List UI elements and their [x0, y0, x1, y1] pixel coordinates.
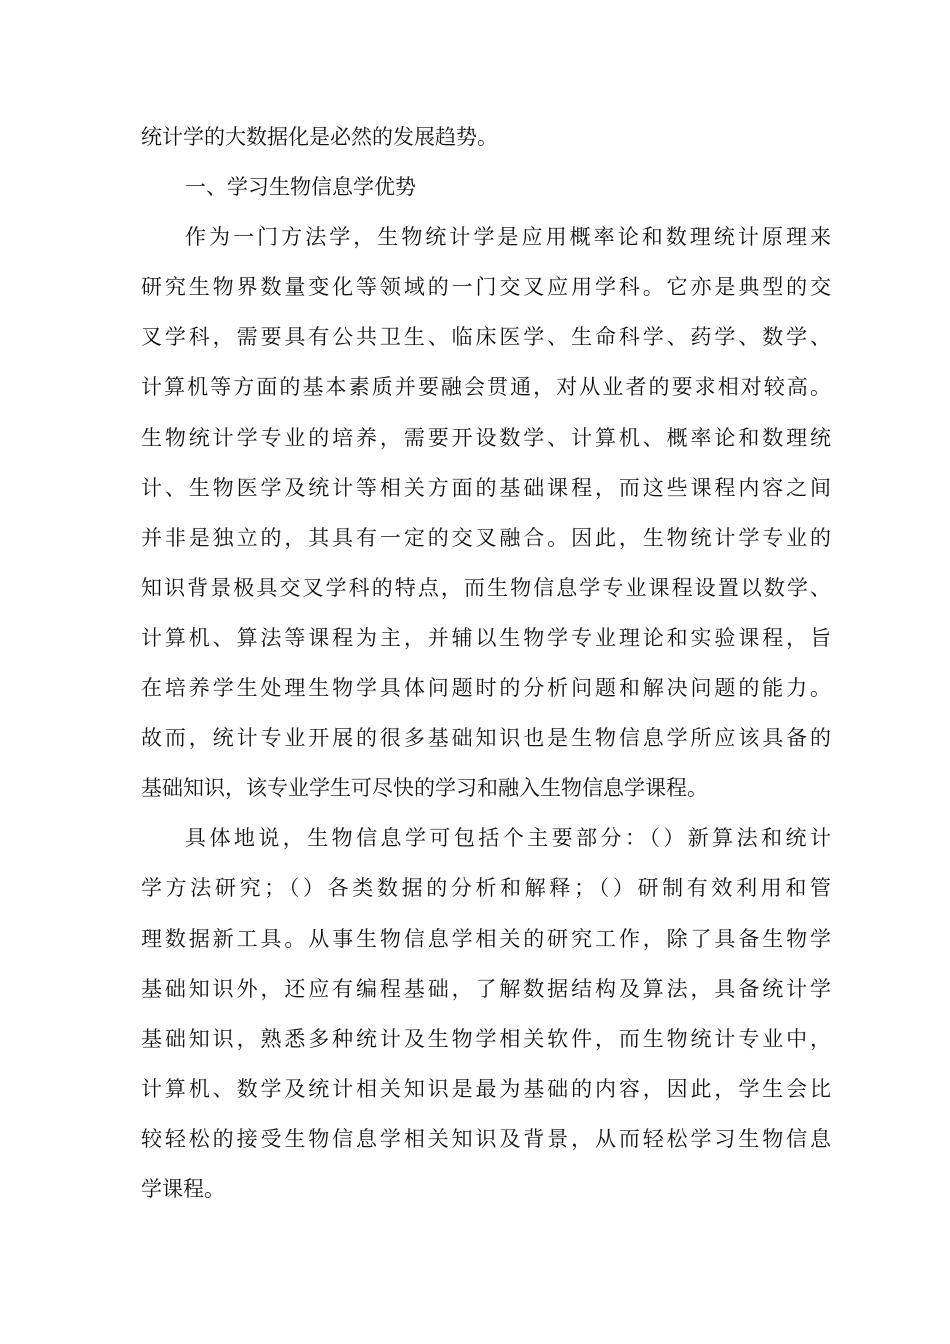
text-line: 基础知识，熟悉多种统计及生物学相关软件，而生物统计专业中， [141, 1026, 831, 1051]
document-body [141, 112, 831, 1214]
text-line: 基础知识外，还应有编程基础，了解数据结构及算法，具备统计学 [141, 976, 831, 1001]
text-line: 故而，统计专业开展的很多基础知识也是生物信息学所应该具备的 [141, 726, 831, 751]
text-line: 计算机、数学及统计相关知识是最为基础的内容，因此，学生会比 [141, 1076, 831, 1101]
text-line: 在培养学生处理生物学具体问题时的分析问题和解决问题的能力。 [141, 676, 831, 701]
text-line: 统计学的大数据化是必然的发展趋势。 [141, 125, 498, 149]
text-line: 具体地说，生物信息学可包括个主要部分：（）新算法和统计 [185, 826, 831, 851]
text-line: 计算机等方面的基本素质并要融会贯通，对从业者的要求相对较高。 [141, 375, 831, 400]
text-line: 作为一门方法学，生物统计学是应用概率论和数理统计原理来 [185, 225, 831, 250]
text-line: 计、生物医学及统计等相关方面的基础课程，而这些课程内容之间 [141, 475, 831, 500]
text-line: 学课程。 [141, 1176, 225, 1201]
text-line: 计算机、算法等课程为主，并辅以生物学专业理论和实验课程，旨 [141, 625, 831, 650]
section-heading: 一、学习生物信息学优势 [185, 175, 416, 200]
text-line: 学方法研究；（）各类数据的分析和解释；（）研制有效利用和管 [141, 876, 831, 901]
text-line: 生物统计学专业的培养，需要开设数学、计算机、概率论和数理统 [141, 425, 831, 450]
text-line: 并非是独立的，其具有一定的交叉融合。因此，生物统计学专业的 [141, 525, 831, 550]
text-line: 理数据新工具。从事生物信息学相关的研究工作，除了具备生物学 [141, 926, 831, 951]
text-line: 较轻松的接受生物信息学相关知识及背景，从而轻松学习生物信息 [141, 1126, 831, 1151]
text-line: 叉学科，需要具有公共卫生、临床医学、生命科学、药学、数学、 [141, 325, 831, 350]
text-line: 研究生物界数量变化等领域的一门交叉应用学科。它亦是典型的交 [141, 275, 831, 300]
text-line: 基础知识，该专业学生可尽快的学习和融入生物信息学课程。 [141, 776, 708, 801]
text-line: 知识背景极具交叉学科的特点，而生物信息学专业课程设置以数学、 [141, 575, 831, 600]
